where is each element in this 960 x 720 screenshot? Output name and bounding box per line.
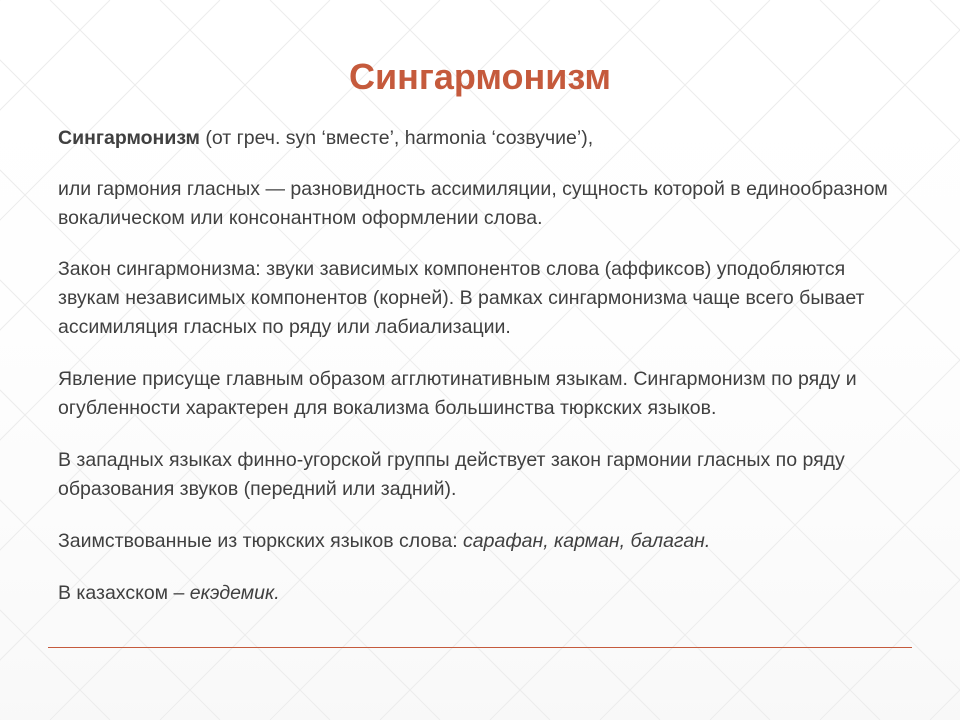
slide-body <box>58 124 908 608</box>
kazakh-lead: В казахском – <box>58 582 190 604</box>
paragraph-vowel-harmony: или гармония гласных — разновидность ассимиляции, сущность которой в единообразном вокалическом или консонантном оформлении слова. <box>58 178 888 229</box>
etymology-text: (от греч. syn ‘вместе’, harmonia ‘созвучие’), <box>199 127 594 149</box>
term-singarmonizm: Сингармонизм <box>58 127 200 149</box>
footer-divider <box>48 647 912 648</box>
paragraph-finno-ugric: В западных языках финно-угорской группы действует закон гармонии гласных по ряду образования звуков (передний или задний). <box>58 449 845 500</box>
slide-title: Сингармонизм <box>348 56 612 97</box>
paragraph-borrowings <box>58 527 908 556</box>
paragraph-definition <box>58 124 908 153</box>
borrowings-lead: Заимствованные из тюркских языков слова: <box>58 530 464 552</box>
paragraph-law: Закон сингармонизма: звуки зависимых компонентов слова (аффиксов) уподобляются звукам независимых компонентов (корней). В рамках сингармонизма чаще всего бывает ассимиляция гласных по ряду или лабиализации. <box>58 258 865 338</box>
paragraph-kazakh <box>58 579 908 608</box>
paragraph-agglutinative: Явление присуще главным образом агглютинативным языкам. Сингармонизм по ряду и огубленности характерен для вокализма большинства тюркских языков. <box>58 368 857 419</box>
kazakh-example: екэдемик. <box>189 582 280 604</box>
borrowings-examples: сарафан, карман, балаган. <box>463 530 711 552</box>
